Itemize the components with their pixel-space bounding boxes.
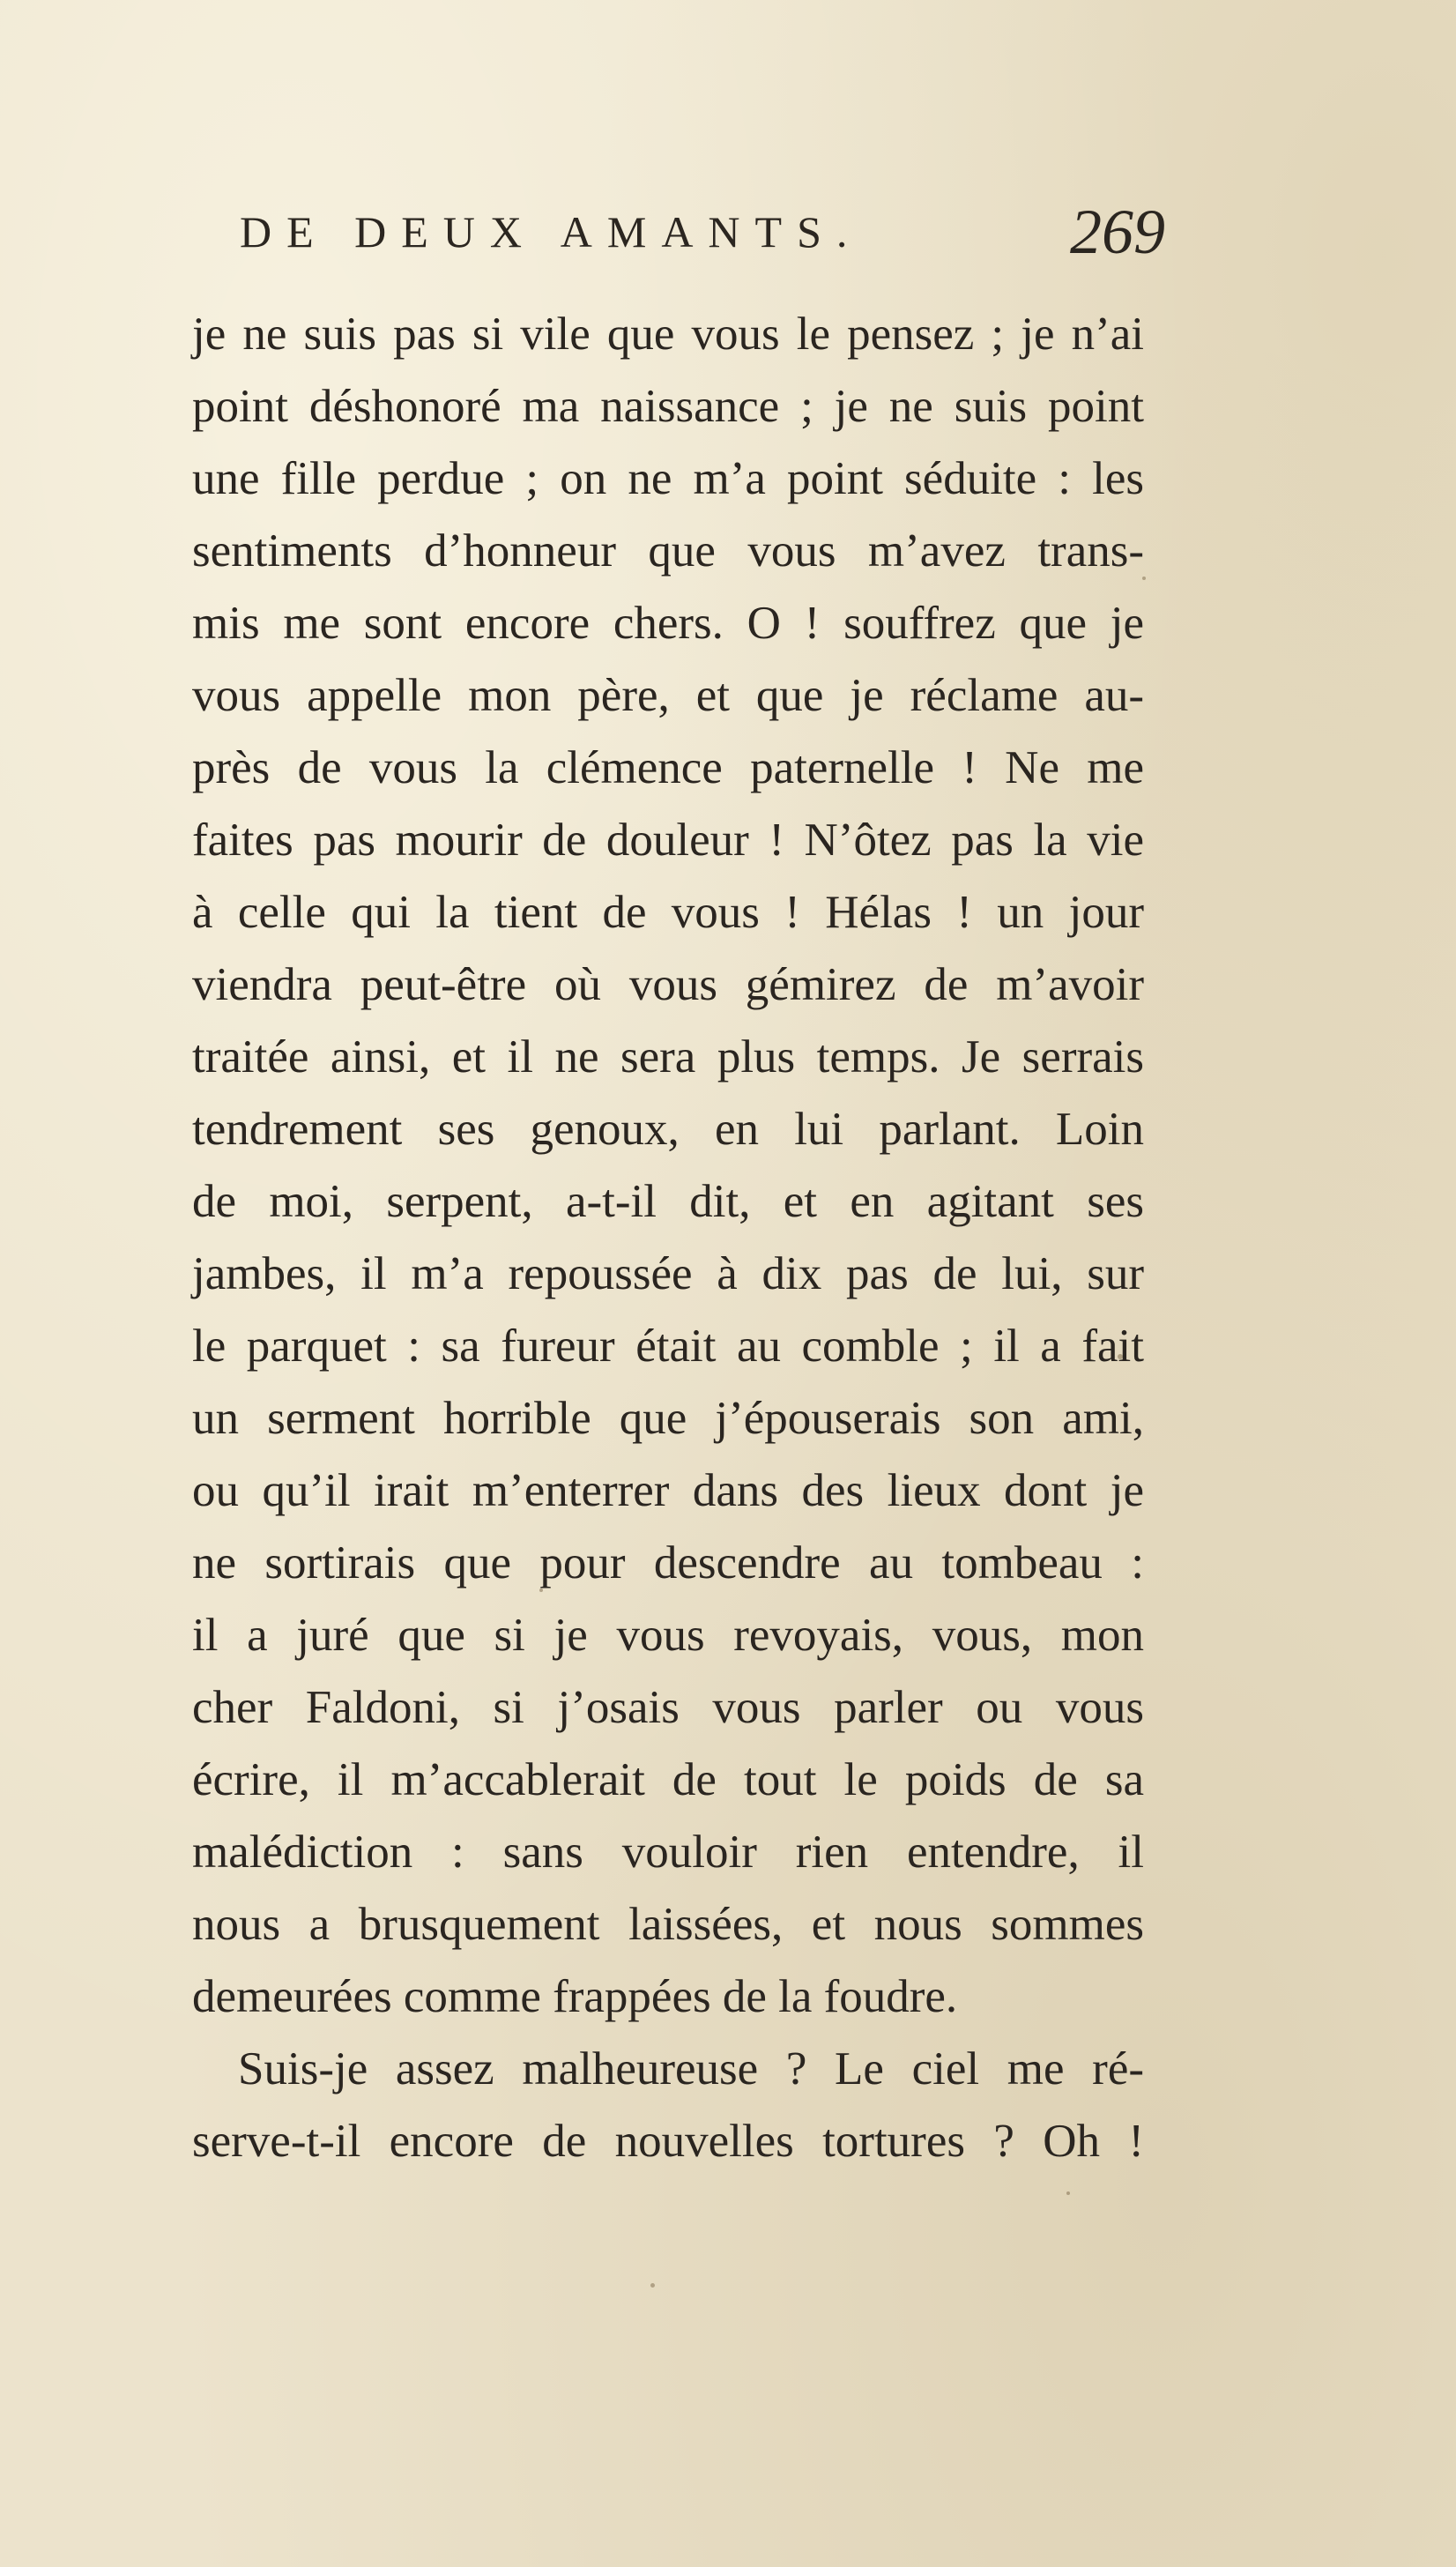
- text-line: jambes, il m’a repoussée à dix pas de lui, sur: [192, 1248, 1144, 1299]
- text-line: le parquet : sa fureur était au comble ; il a fait: [192, 1321, 1144, 1372]
- text-line: demeurées comme frappées de la foudre.: [192, 1971, 958, 2022]
- paper-speck: [1066, 2191, 1070, 2195]
- text-line: un serment horrible que j’épouserais son ami,: [192, 1393, 1144, 1444]
- paper-speck: [650, 2283, 655, 2288]
- text-line: de moi, serpent, a-t-il dit, et en agitant ses: [192, 1176, 1144, 1227]
- running-title: DE DEUX AMANTS.: [240, 207, 863, 257]
- paper-speck: [1118, 1354, 1123, 1359]
- paper-speck: [1142, 577, 1146, 580]
- text-line: une fille perdue ; on ne m’a point séduite : les: [192, 453, 1144, 504]
- text-line: à celle qui la tient de vous ! Hélas ! un jour: [192, 887, 1144, 938]
- text-line: serve-t-il encore de nouvelles tortures ? Oh !: [192, 2116, 1144, 2167]
- text-line: ou qu’il irait m’enterrer dans des lieux dont je: [192, 1465, 1144, 1516]
- text-line: vous appelle mon père, et que je réclame au-: [192, 670, 1144, 721]
- text-line: tendrement ses genoux, en lui parlant. Loin: [192, 1104, 1144, 1155]
- paper-speck: [539, 1589, 543, 1592]
- text-line: faites pas mourir de douleur ! N’ôtez pas la vie: [192, 815, 1144, 866]
- text-line: sentiments d’honneur que vous m’avez trans-: [192, 525, 1144, 577]
- text-line: je ne suis pas si vile que vous le pensez ; je n’ai: [192, 309, 1144, 360]
- text-line: mis me sont encore chers. O ! souffrez que je: [192, 598, 1144, 649]
- text-line: ne sortirais que pour descendre au tombeau :: [192, 1537, 1144, 1589]
- page-number: 269: [1070, 197, 1165, 267]
- text-line: viendra peut-être où vous gémirez de m’avoir: [192, 959, 1144, 1010]
- text-line: nous a brusquement laissées, et nous sommes: [192, 1899, 1144, 1950]
- text-line: près de vous la clémence paternelle ! Ne me: [192, 742, 1144, 793]
- text-line: cher Faldoni, si j’osais vous parler ou vous: [192, 1682, 1144, 1733]
- text-line: traitée ainsi, et il ne sera plus temps. Je serrais: [192, 1031, 1144, 1083]
- text-line: Suis-je assez malheureuse ? Le ciel me ré-: [238, 2043, 1144, 2095]
- text-line: malédiction : sans vouloir rien entendre, il: [192, 1827, 1144, 1878]
- body-text: [192, 298, 1144, 2177]
- text-line: il a juré que si je vous revoyais, vous, mon: [192, 1610, 1144, 1661]
- text-line: écrire, il m’accablerait de tout le poids de sa: [192, 1754, 1144, 1805]
- text-line: point déshonoré ma naissance ; je ne suis point: [192, 381, 1144, 432]
- page-header: [240, 197, 1165, 272]
